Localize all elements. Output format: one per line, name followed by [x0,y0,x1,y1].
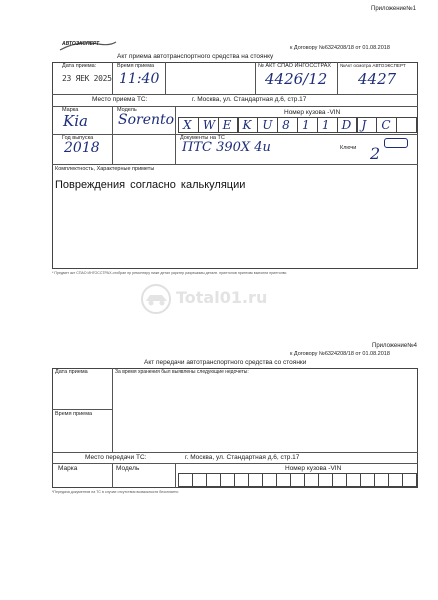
bottom-footnote: *Передача документов на ТС в случае отсутствия возможности безоплатно [52,490,179,494]
time-label: Время приема [117,63,155,69]
completeness-label: Комплектность, Характерные приметы [55,166,155,172]
bottom-vin-cell [402,473,417,487]
model-label: Модель [117,107,137,113]
vin-character: D [341,118,352,132]
vin-character: E [222,118,232,132]
bottom-vin-cell [318,473,333,487]
vin-character: 1 [302,118,310,132]
keys-label: Ключи [340,145,357,151]
vin-cell [297,117,318,133]
vin-cell [357,117,378,133]
bottom-vin-cell [332,473,347,487]
bottom-vin-cell [304,473,319,487]
form-title: Акт приема автотранспортного средства на стоянку [117,53,274,60]
vin-character: J [361,118,367,132]
bottom-vin-cell [248,473,263,487]
bottom-time-label: Время приема [55,411,93,417]
model-value: Sorento [118,112,175,128]
act-autoexpert-label: №Акт осмотра АВТОЭКСПЕРТ [340,63,406,68]
date-label: Дата приема: [62,63,97,69]
vin-cell [277,117,298,133]
keys-box [384,138,408,148]
bottom-date-label: Дата приема [55,369,88,375]
bottom-vin-cell [360,473,375,487]
damage-text: Повреждения согласно калькуляции [55,179,246,191]
time-value: 11:40 [119,71,160,87]
bottom-note-label: За время хранения был выявлены следующие недочеты: [115,369,249,375]
watermark-text: Total01.ru [176,288,268,307]
bottom-form-title: Акт передачи автотранспортного средства со стоянки [144,359,307,366]
bottom-model-label: Модель [116,465,140,472]
bottom-vin-cell [220,473,235,487]
bottom-vin-cell [276,473,291,487]
bottom-appendix-label: Приложение№4 [372,343,417,349]
vin-label: Номер кузова -VIN [284,109,341,116]
appendix-label: Приложение№1 [371,6,416,12]
brand-value: Kia [63,112,88,130]
bottom-vin-cell [234,473,249,487]
vin-cell [376,117,397,133]
vin-cell [238,117,259,133]
bottom-vin-cell [178,473,193,487]
bottom-place-label: Место передачи ТС: [85,454,147,461]
act-number-value: 4426/12 [265,70,328,88]
vin-cells [178,117,416,133]
bottom-vin-cell [374,473,389,487]
vin-character: W [202,118,216,132]
vin-character: 8 [282,118,290,132]
bottom-vin-cell [290,473,305,487]
vin-cell [396,117,417,133]
bottom-vin-label: Номер кузова -VIN [285,465,342,472]
bottom-place-address: г. Москва, ул. Стандартная д.6, стр.17 [185,454,300,461]
top-footnote: * Предмет акт СПАО ИНГОССТРАХ-отобран пр ремонтиру ниже детал уарктер разрешимы деталн. принтолов принтовк выполни принтолвс [52,271,287,275]
act-autoexpert-value: 4427 [358,70,397,88]
vin-character: U [262,118,273,132]
bottom-vin-cell [206,473,221,487]
car-logo-icon [140,284,176,314]
documents-value: ПТС 390Х 4и [182,140,271,155]
year-value: 2018 [64,140,100,156]
bottom-brand-label: Марка [58,465,78,472]
vin-cell [337,117,358,133]
contract-reference: к Договору №6324208/18 от 01.08.2018 [290,45,390,51]
vin-cell [218,117,239,133]
year-label: Год выпуска [62,135,94,141]
autoexpert-logo [58,38,118,52]
bottom-vin-cell [346,473,361,487]
bottom-contract-reference: к Договору №6324208/18 от 01.08.2018 [290,351,390,357]
vin-character: C [381,118,391,132]
vin-character: 1 [321,118,330,132]
brand-label: Марка [62,107,79,113]
bottom-vin-cells [178,473,416,487]
bottom-vin-cell [262,473,277,487]
logo-text: АВТОЭКСПЕРТ [62,41,100,47]
vin-cell [317,117,338,133]
watermark [140,282,290,316]
vin-cell [178,117,199,133]
vin-character: X [183,118,192,132]
act-number-label: № АКТ СПАО ИНГОССТРАХ [258,63,332,69]
bottom-form-frame [52,368,418,488]
place-label: Место приема ТС: [92,96,148,103]
bottom-vin-cell [388,473,403,487]
vin-cell [198,117,219,133]
bottom-vin-cell [192,473,207,487]
documents-label: Документы на ТС [180,135,225,141]
keys-value: 2 [370,144,381,163]
vin-cell [257,117,278,133]
place-address: г. Москва, ул. Стандартная д.6, стр.17 [192,96,307,103]
date-stamp: 23 ЯЕК 2025 [62,74,112,83]
vin-character: K [242,118,252,132]
